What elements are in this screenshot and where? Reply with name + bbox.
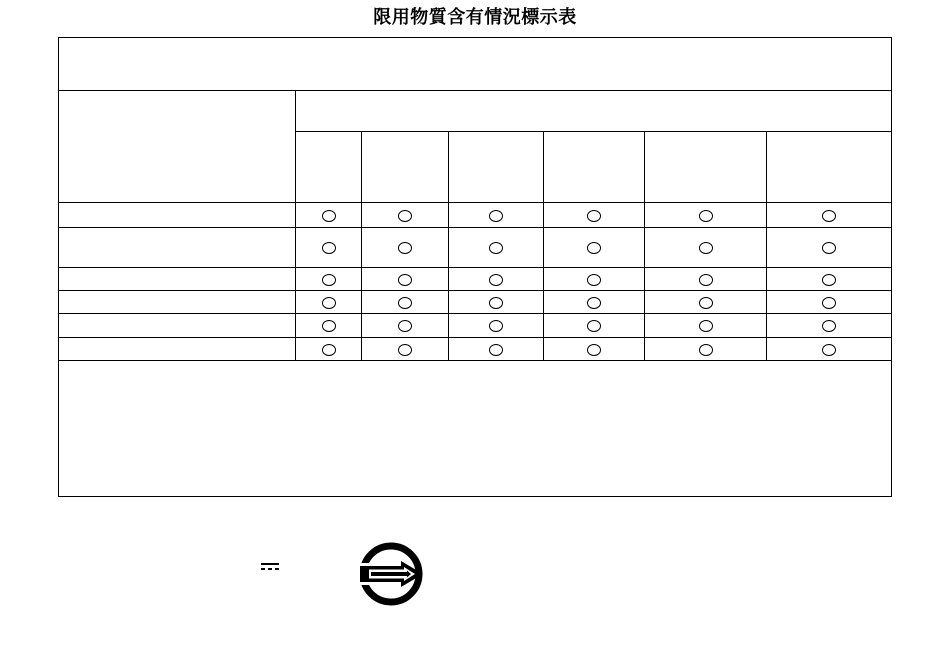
dc-solid-line: [261, 563, 279, 565]
mark-cell: [544, 203, 645, 228]
mark-cell: [296, 228, 362, 268]
circle-mark: [822, 344, 836, 356]
mark-cell: [362, 203, 449, 228]
circle-mark: [322, 320, 336, 332]
table-row: [59, 228, 892, 268]
dc-dash: [275, 568, 279, 570]
dc-icon: [261, 563, 279, 571]
circle-mark: [322, 210, 336, 222]
mark-cell: [362, 228, 449, 268]
circle-mark: [398, 210, 412, 222]
substance-header-cell: [296, 132, 362, 203]
mark-cell: [449, 338, 544, 361]
unit-cell: [59, 228, 296, 268]
mark-cell: [767, 291, 892, 314]
circle-mark: [398, 320, 412, 332]
mark-cell: [362, 268, 449, 291]
circle-mark: [489, 274, 503, 286]
substance-header-cell: [645, 132, 767, 203]
circle-mark: [822, 210, 836, 222]
mark-cell: [544, 268, 645, 291]
unit-cell: [59, 314, 296, 338]
circle-mark: [822, 320, 836, 332]
circle-mark: [822, 274, 836, 286]
mark-cell: [544, 228, 645, 268]
circle-mark: [699, 274, 713, 286]
circle-mark: [699, 297, 713, 309]
substance-group-header-cell: [296, 91, 892, 132]
circle-mark: [398, 297, 412, 309]
unit-header-cell: [59, 91, 296, 203]
circle-mark: [322, 242, 336, 254]
restricted-substances-table: [58, 37, 892, 497]
unit-cell: [59, 291, 296, 314]
table-row: [59, 291, 892, 314]
circle-mark: [587, 320, 601, 332]
circle-mark: [398, 242, 412, 254]
notes-cell: [59, 361, 892, 497]
circle-mark: [398, 344, 412, 356]
mark-cell: [767, 314, 892, 338]
mark-cell: [645, 203, 767, 228]
mark-cell: [645, 314, 767, 338]
unit-cell: [59, 338, 296, 361]
mark-cell: [645, 268, 767, 291]
circle-mark: [322, 344, 336, 356]
circle-mark: [699, 242, 713, 254]
substance-header-cell: [449, 132, 544, 203]
circle-mark: [489, 297, 503, 309]
circle-mark: [587, 210, 601, 222]
table-row: [59, 314, 892, 338]
mark-cell: [362, 338, 449, 361]
circle-mark: [489, 210, 503, 222]
circle-mark: [699, 344, 713, 356]
circle-mark: [489, 242, 503, 254]
circle-mark: [322, 274, 336, 286]
mark-cell: [449, 203, 544, 228]
mark-cell: [296, 203, 362, 228]
mark-cell: [449, 314, 544, 338]
circle-mark: [587, 344, 601, 356]
mark-cell: [544, 338, 645, 361]
unit-cell: [59, 203, 296, 228]
mark-cell: [767, 268, 892, 291]
mark-cell: [296, 314, 362, 338]
substance-header-cell: [544, 132, 645, 203]
table-header-cell: [59, 38, 892, 91]
circle-mark: [489, 320, 503, 332]
circle-mark: [699, 210, 713, 222]
circle-mark: [322, 297, 336, 309]
mark-cell: [449, 268, 544, 291]
circle-mark: [587, 297, 601, 309]
mark-cell: [645, 228, 767, 268]
bsmi-mark-icon: [357, 540, 425, 608]
circle-mark: [822, 242, 836, 254]
mark-cell: [449, 228, 544, 268]
dc-dash: [268, 568, 272, 570]
mark-cell: [362, 314, 449, 338]
table-row: [59, 268, 892, 291]
circle-mark: [398, 274, 412, 286]
mark-cell: [296, 338, 362, 361]
circle-mark: [699, 320, 713, 332]
mark-cell: [544, 314, 645, 338]
substance-header-cell: [362, 132, 449, 203]
circle-mark: [587, 242, 601, 254]
table-row: [59, 203, 892, 228]
mark-cell: [296, 268, 362, 291]
mark-cell: [767, 338, 892, 361]
unit-cell: [59, 268, 296, 291]
mark-cell: [767, 228, 892, 268]
dc-dash: [261, 568, 265, 570]
mark-cell: [296, 291, 362, 314]
circle-mark: [822, 297, 836, 309]
mark-cell: [362, 291, 449, 314]
page-title: 限用物質含有情況標示表: [373, 7, 577, 28]
table-row: [59, 338, 892, 361]
mark-cell: [449, 291, 544, 314]
mark-cell: [767, 203, 892, 228]
mark-cell: [645, 338, 767, 361]
mark-cell: [544, 291, 645, 314]
mark-cell: [645, 291, 767, 314]
circle-mark: [587, 274, 601, 286]
substance-header-cell: [767, 132, 892, 203]
circle-mark: [489, 344, 503, 356]
